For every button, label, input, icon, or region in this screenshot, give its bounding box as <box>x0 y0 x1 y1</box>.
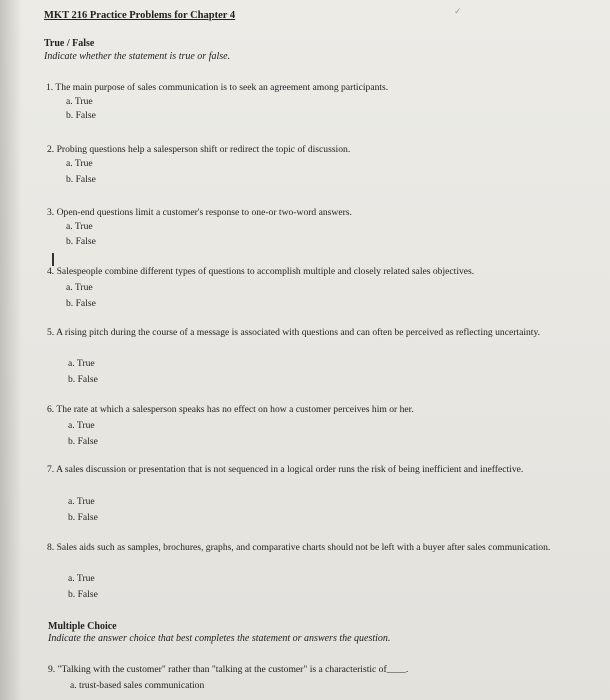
question-2-option-b: b. False <box>66 174 96 185</box>
question-8-option-a: a. True <box>68 573 95 584</box>
question-6-option-b: b. False <box>68 436 98 447</box>
question-4-option-a: a. True <box>66 282 93 293</box>
question-9: 9. "Talking with the customer" rather than "talking at the customer" is a characteristic of____. <box>48 664 409 675</box>
mc-section-instruction: Indicate the answer choice that best completes the statement or answers the question. <box>48 633 391 644</box>
question-6-option-a: a. True <box>68 420 95 431</box>
question-5-option-a: a. True <box>68 358 95 369</box>
question-1-option-b: b. False <box>66 110 96 121</box>
question-5-option-b: b. False <box>68 374 98 385</box>
question-6: 6. The rate at which a salesperson speaks has no effect on how a customer perceives him or her. <box>47 404 414 415</box>
question-2: 2. Probing questions help a salesperson shift or redirect the topic of discussion. <box>47 144 351 155</box>
question-3-option-b: b. False <box>66 236 96 247</box>
question-7-option-b: b. False <box>68 512 98 523</box>
question-9-option-a: a. trust-based sales communication <box>70 680 205 691</box>
question-2-option-a: a. True <box>66 158 93 169</box>
check-mark-icon: ✓ <box>454 6 462 16</box>
question-4-option-b: b. False <box>66 298 96 309</box>
question-4: 4. Salespeople combine different types of questions to accomplish multiple and closely related sales objectives. <box>47 266 475 277</box>
question-1: 1. The main purpose of sales communication is to seek an agreement among participants. <box>46 82 389 93</box>
mc-section-title: Multiple Choice <box>48 621 117 632</box>
question-3: 3. Open-end questions limit a customer's response to one-or two-word answers. <box>47 207 352 218</box>
question-1-option-a: a. True <box>66 96 93 107</box>
tf-section-title: True / False <box>44 38 95 49</box>
question-5: 5. A rising pitch during the course of a message is associated with questions and can often be perceived as reflecting uncertainty. <box>47 327 541 338</box>
page-edge-shadow <box>0 0 22 700</box>
text-cursor <box>52 253 54 266</box>
question-8: 8. Sales aids such as samples, brochures, graphs, and comparative charts should not be left with a buyer after sales communication. <box>47 542 551 553</box>
document-title: MKT 216 Practice Problems for Chapter 4 <box>44 10 236 21</box>
question-3-option-a: a. True <box>66 221 93 232</box>
tf-section-instruction: Indicate whether the statement is true or false. <box>44 51 231 62</box>
question-7-option-a: a. True <box>68 496 95 507</box>
question-8-option-b: b. False <box>68 589 98 600</box>
question-7: 7. A sales discussion or presentation that is not sequenced in a logical order runs the risk of being inefficient and ineffective. <box>47 464 524 475</box>
